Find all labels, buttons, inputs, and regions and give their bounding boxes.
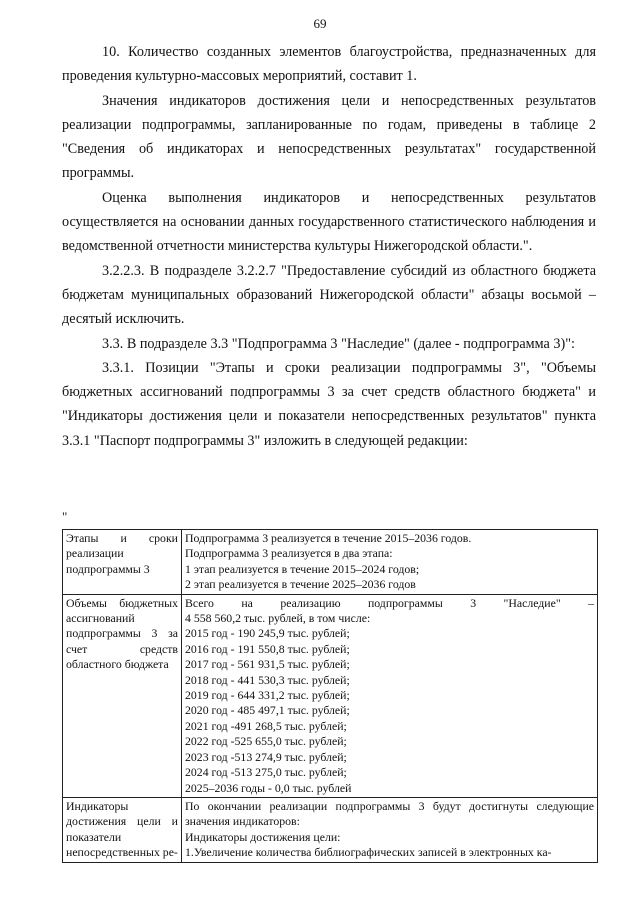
row-label: Этапы и сроки реализации подпрограммы 3 (63, 530, 182, 595)
page-number: 69 (313, 16, 327, 31)
paragraph: 3.3.1. Позиции "Этапы и сроки реализации подпрограммы 3", "Объемы бюджетных ассигнований подпрограммы 3 за счет средств областного бюджета" и "Индикаторы достижения цели и показатели непосредственных результатов" пункта 3.3.1 "Паспорт подпрограммы 3" изложить в следующей редакции: (62, 359, 596, 449)
paragraph: Оценка выполнения индикаторов и непосредственных результатов осуществляется на основании данных государственного статистического наблюдения и ведомственной отчетности министерства культуры Нижегородской области.". (62, 189, 596, 255)
content-line: 2024 год -513 275,0 тыс. рублей; (185, 765, 347, 780)
paragraph: 3.3. В подразделе 3.3 "Подпрограмма 3 "Наследие" (далее - подпрограмма 3)": (102, 335, 575, 352)
content-line: 2 этап реализуется в течение 2025–2036 годов (185, 577, 416, 592)
content-line: 1.Увеличение количества библиографических записей в электронных ка- (185, 845, 552, 860)
content-line: 2016 год - 191 550,8 тыс. рублей; (185, 641, 350, 656)
paragraph: Значения индикаторов достижения цели и непосредственных результатов реализации подпрограммы, запланированные по годам, приведены в таблице 2 "Сведения об индикаторах и непосредственных результатах" государственной программы. (62, 92, 596, 182)
subprogram-passport-table (62, 529, 598, 863)
row-label: Индикаторы достижения цели и показатели непосредственных ре- (63, 797, 182, 862)
row-content (182, 594, 598, 797)
table-row (63, 530, 598, 595)
row-label: Объемы бюджетных ассигнований подпрограммы 3 за счет средств областного бюджета (63, 594, 182, 797)
content-line: Всего на реализацию подпрограммы 3 "Наследие" – (185, 595, 594, 610)
content-line: Индикаторы достижения цели: (185, 829, 341, 844)
content-line: По окончании реализации подпрограммы 3 будут достигнуты следующие значения индикаторов: (185, 798, 594, 829)
content-line: 2021 год -491 268,5 тыс. рублей; (185, 718, 347, 733)
content-line: 2015 год - 190 245,9 тыс. рублей; (185, 626, 350, 641)
paragraph: 3.2.2.3. В подразделе 3.2.2.7 "Предоставление субсидий из областного бюджета бюджетам муниципальных образований Нижегородской области" абзацы восьмой – десятый исключить. (62, 262, 596, 328)
content-line: 2017 год - 561 931,5 тыс. рублей; (185, 657, 350, 672)
row-content (182, 530, 598, 595)
content-line: 2019 год - 644 331,2 тыс. рублей; (185, 688, 350, 703)
content-line: 4 558 560,2 тыс. рублей, в том числе: (185, 611, 371, 626)
row-content (182, 797, 598, 862)
content-line: Подпрограмма 3 реализуется в течение 2015–2036 годов. (185, 531, 472, 545)
content-line: 2023 год -513 274,9 тыс. рублей; (185, 749, 347, 764)
document-body (62, 40, 596, 453)
content-line: Подпрограмма 3 реализуется в два этапа: (185, 546, 393, 561)
table-row (63, 797, 598, 862)
table-row (63, 594, 598, 797)
content-line: 2018 год - 441 530,3 тыс. рублей; (185, 672, 350, 687)
opening-quote-mark: " (62, 509, 68, 524)
content-line: 2020 год - 485 497,1 тыс. рублей; (185, 703, 350, 718)
content-line: 1 этап реализуется в течение 2015–2024 годов; (185, 561, 420, 576)
content-line: 2022 год -525 655,0 тыс. рублей; (185, 734, 347, 749)
content-line: 2025–2036 годы - 0,0 тыс. рублей (185, 780, 352, 795)
paragraph: 10. Количество созданных элементов благоустройства, предназначенных для проведения культурно-массовых мероприятий, составит 1. (62, 44, 596, 85)
